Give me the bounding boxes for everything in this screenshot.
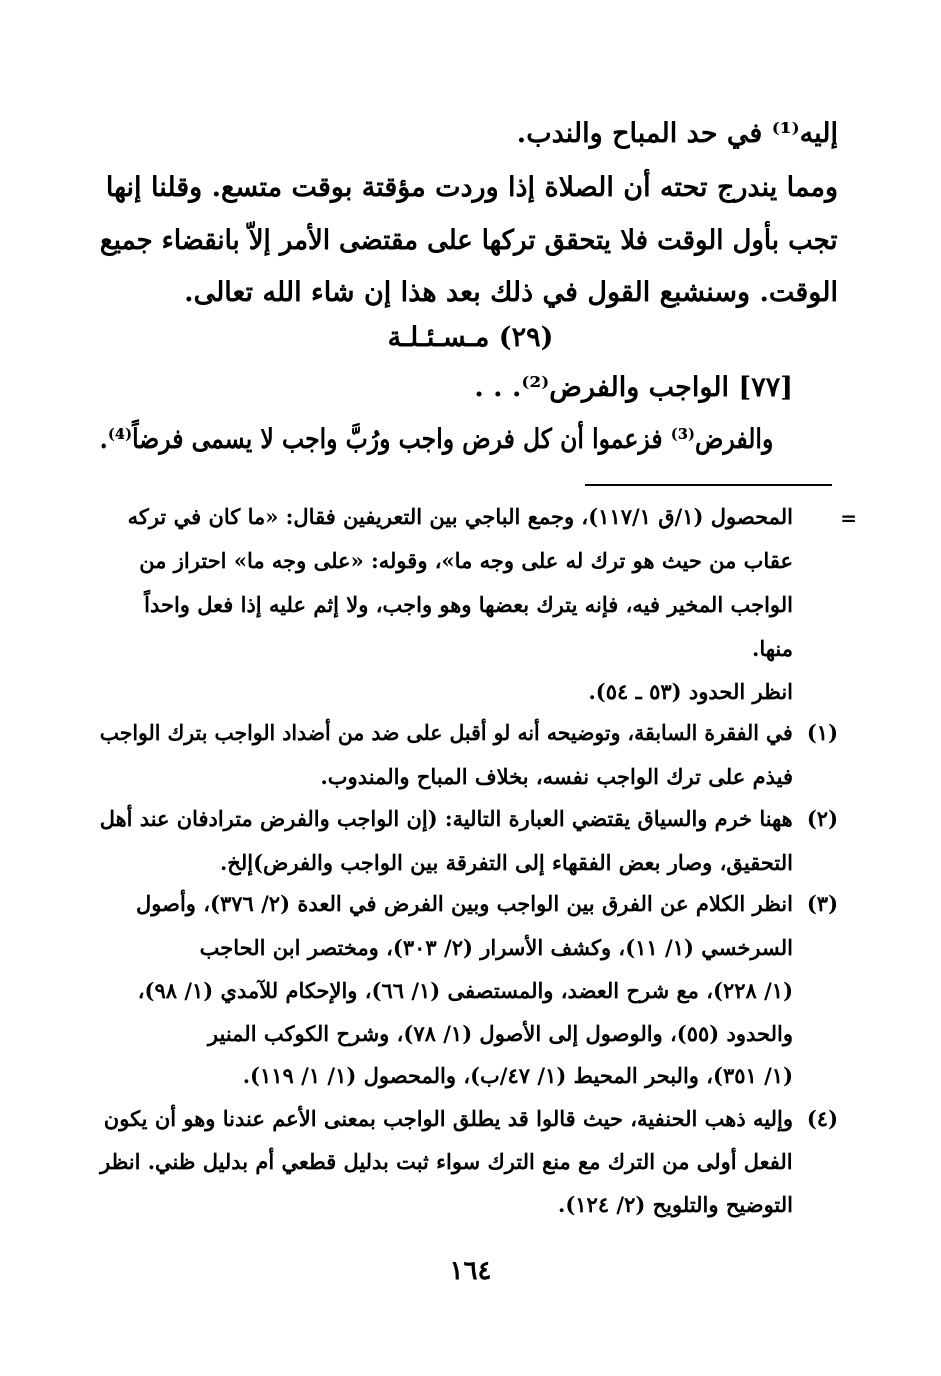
footnote-line: منها. xyxy=(752,636,793,661)
main-text-line: إليه⁽¹⁾ في حد المباح والندب. xyxy=(516,118,838,149)
footnote-line: التوضيح والتلويح (٢/ ١٢٤). xyxy=(558,1192,793,1217)
footnote-line: عقاب من حيث هو ترك له على وجه ما»، وقوله: «على وجه ما» احتراز من xyxy=(139,548,793,573)
footnote-line: (١/ ٣٥١)، والبحر المحيط (١/ ٤٧/ب)، والمحصول (١/ ١/ ١١٩). xyxy=(242,1063,793,1088)
footnote-line: الواجب المخير فيه، فإنه يترك بعضها وهو واجب، ولا إثم عليه إذا فعل واحداً xyxy=(144,592,793,617)
section-heading: (٢٩) مـسـئـلـة xyxy=(387,322,554,353)
footnote-line: المحصول (١/ق ١١٧/١)، وجمع الباجي بين التعريفين فقال: «ما كان في تركه xyxy=(127,504,793,529)
paragraph-line: [٧٧] الواجب والفرض⁽²⁾. . . xyxy=(474,372,793,403)
footnote-number: (٣) xyxy=(806,891,838,916)
footnote-number: (١) xyxy=(806,720,838,745)
continuation-marker: = xyxy=(840,506,857,530)
main-text-line: الوقت. وسنشبع القول في ذلك بعد هذا إن شاء الله تعالى. xyxy=(184,277,838,308)
footnote-number: (٤) xyxy=(806,1106,838,1131)
footnote-line: وإليه ذهب الحنفية، حيث قالوا قد يطلق الواجب بمعنى الأعم عندنا وهو أن يكون xyxy=(103,1106,793,1131)
footnote-line: في الفقرة السابقة، وتوضيحه أنه لو أقبل على ضد من أضداد الواجب بترك الواجب xyxy=(99,720,793,745)
paragraph-line: والفرض⁽³⁾ فزعموا أن كل فرض واجب ورُبَّ واجب لا يسمى فرضاً⁽⁴⁾. xyxy=(99,424,773,455)
footnote-line: والحدود (٥٥)، والوصول إلى الأصول (١/ ٧٨)، وشرح الكوكب المنير xyxy=(207,1021,793,1046)
footnote-line: الفعل أولى من الترك مع منع الترك سواء ثبت بدليل قطعي أم بدليل ظني. انظر xyxy=(100,1149,793,1174)
main-text-line: تجب بأول الوقت فلا يتحقق تركها على مقتضى الأمر إلاّ بانقضاء جميع xyxy=(100,225,838,256)
footnote-line: ههنا خرم والسياق يقتضي العبارة التالية: (إن الواجب والفرض مترادفان عند أهل xyxy=(100,806,793,831)
footnote-line: التحقيق، وصار بعض الفقهاء إلى التفرقة بين الواجب والفرض)إلخ. xyxy=(219,850,793,875)
footnote-line: انظر الحدود (٥٣ ـ ٥٤). xyxy=(588,679,793,704)
footnote-line: انظر الكلام عن الفرق بين الواجب وبين الفرض في العدة (٢/ ٣٧٦)، وأصول xyxy=(136,891,793,916)
footnote-line: (١/ ٢٢٨)، مع شرح العضد، والمستصفى (١/ ٦٦)، والإحكام للآمدي (١/ ٩٨)، xyxy=(137,978,793,1003)
footnote-number: (٢) xyxy=(806,806,838,831)
footnote-line: السرخسي (١/ ١١)، وكشف الأسرار (٢/ ٣٠٣)، ومختصر ابن الحاجب xyxy=(199,935,793,960)
main-text-line: ومما يندرج تحته أن الصلاة إذا وردت مؤقتة بوقت متسع. وقلنا إنها xyxy=(105,172,838,203)
footnote-separator xyxy=(585,484,832,486)
page-number: ١٦٤ xyxy=(449,1256,492,1286)
footnote-line: فيذم على ترك الواجب نفسه، بخلاف المباح والمندوب. xyxy=(320,764,793,789)
